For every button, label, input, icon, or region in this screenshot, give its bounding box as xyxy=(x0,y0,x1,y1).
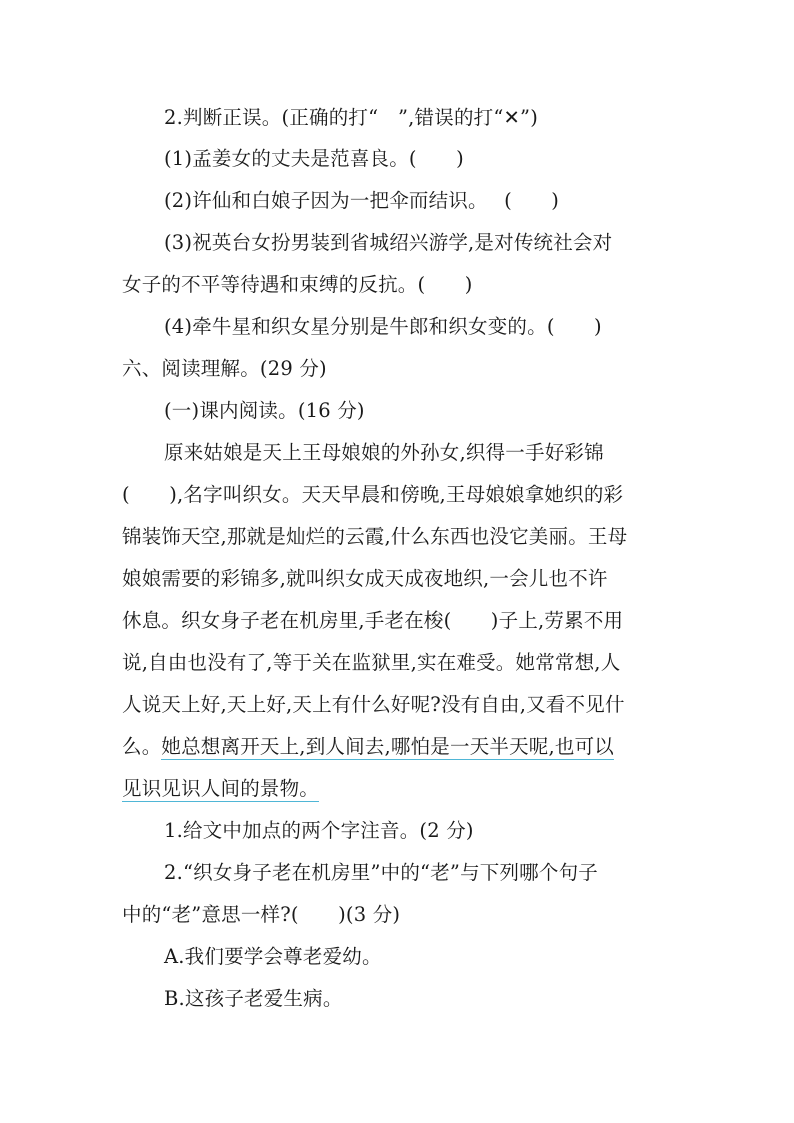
passage-line-8-start: 么。 xyxy=(122,735,162,758)
passage-line-4: 娘娘需要的彩锦多,就叫织女成天成夜地织,一会儿也不许 xyxy=(122,567,608,590)
judgment-item-2: (2)许仙和白娘子因为一把伞而结识。 ( ) xyxy=(164,189,560,212)
passage-line-2: ( ),名字叫织女。天天早晨和傍晚,王母娘娘拿她织的彩 xyxy=(122,483,624,506)
judgment-item-3-line2: 女子的不平等待遇和束缚的反抗。( ) xyxy=(122,273,473,296)
passage-line-9 xyxy=(122,775,319,803)
reading-question-2-line1: 2.“织女身子老在机房里”中的“老”与下列哪个句子 xyxy=(164,861,598,884)
passage-line-6: 说,自由也没有了,等于关在监狱里,实在难受。她常常想,人 xyxy=(122,651,621,674)
passage-line-3: 锦装饰天空,那就是灿烂的云霞,什么东西也没它美丽。王母 xyxy=(122,525,628,548)
reading-question-2-line2: 中的“老”意思一样?( )(3 分) xyxy=(122,903,401,926)
option-a: A.我们要学会尊老爱幼。 xyxy=(164,945,382,968)
judgment-item-4: (4)牵牛星和织女星分别是牛郎和织女变的。( ) xyxy=(164,315,602,338)
underlined-sentence-part1: 她总想离开天上,到人间去,哪怕是一天半天呢,也可以 xyxy=(161,735,615,758)
reading-subheading: (一)课内阅读。(16 分) xyxy=(164,399,365,422)
judgment-item-1: (1)孟姜女的丈夫是范喜良。( ) xyxy=(164,147,464,170)
passage-line-8 xyxy=(122,733,614,761)
passage-line-7: 人说天上好,天上好,天上有什么好呢?没有自由,又看不见什 xyxy=(122,693,625,716)
judgment-item-3-line1: (3)祝英台女扮男装到省城绍兴游学,是对传统社会对 xyxy=(164,231,613,254)
passage-line-5: 休息。织女身子老在机房里,手老在梭( )子上,劳累不用 xyxy=(122,609,624,632)
reading-question-1: 1.给文中加点的两个字注音。(2 分) xyxy=(164,819,474,842)
passage-line-1: 原来姑娘是天上王母娘娘的外孙女,织得一手好彩锦 xyxy=(164,441,604,464)
option-b: B.这孩子老爱生病。 xyxy=(164,987,343,1010)
underlined-sentence-part2: 见识见识人间的景物。 xyxy=(122,777,320,800)
question-2-title: 2.判断正误。(正确的打“ ”,错误的打“✕”) xyxy=(164,106,539,129)
section-6-heading: 六、阅读理解。(29 分) xyxy=(122,357,327,380)
